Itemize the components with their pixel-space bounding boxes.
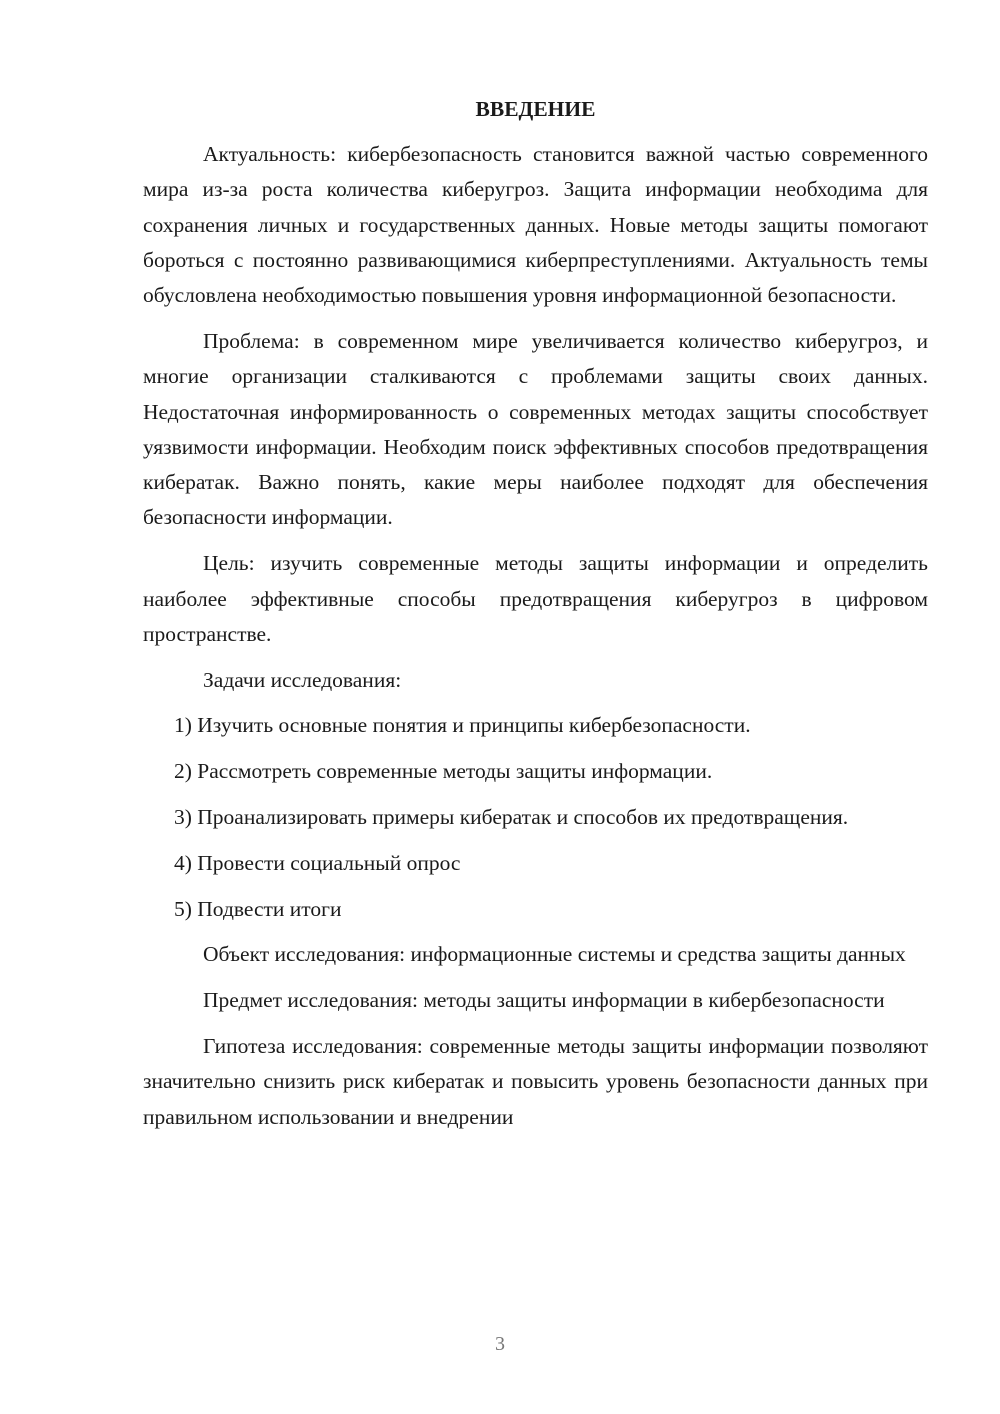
task-item: 3) Проанализировать примеры кибератак и способов их предотвращения.	[174, 805, 849, 830]
task-item: 5) Подвести итоги	[174, 896, 342, 921]
page-number: 3	[495, 1333, 505, 1355]
tasks-heading: Задачи исследования:	[203, 667, 402, 692]
relevance-paragraph: Актуальность: кибербезопасность становится важной частью современного мира из-за роста количества киберугроз. Защита информации необходима для сохранения личных и государственных данных. Новые методы защиты помогают бороться с постоянно развивающимися киберпреступлениями. Актуальность темы обусловлена необходимостью повышения уровня информационной безопасности.	[143, 142, 928, 308]
subject-paragraph: Предмет исследования: методы защиты информации в кибербезопасности	[203, 988, 885, 1013]
page-title: ВВЕДЕНИЕ	[475, 97, 596, 121]
task-item: 1) Изучить основные понятия и принципы кибербезопасности.	[174, 713, 751, 738]
task-item: 4) Провести социальный опрос	[174, 850, 461, 875]
task-item: 2) Рассмотреть современные методы защиты информации.	[174, 759, 713, 784]
goal-paragraph: Цель: изучить современные методы защиты информации и определить наиболее эффективные способы предотвращения киберугроз в цифровом пространстве.	[143, 551, 928, 646]
problem-paragraph: Проблема: в современном мире увеличивается количество киберугроз, и многие организации сталкиваются с проблемами защиты своих данных. Недостаточная информированность о современных методах защиты способствует уязвимости информации. Необходим поиск эффективных способов предотвращения кибератак. Важно понять, какие меры наиболее подходят для обеспечения безопасности информации.	[143, 328, 928, 530]
document-page	[143, 92, 928, 1145]
hypothesis-paragraph: Гипотеза исследования: современные методы защиты информации позволяют значительно снизить риск кибератак и повысить уровень безопасности данных при правильном использовании и внедрении	[143, 1034, 928, 1129]
object-paragraph: Объект исследования: информационные системы и средства защиты данных	[203, 942, 906, 967]
